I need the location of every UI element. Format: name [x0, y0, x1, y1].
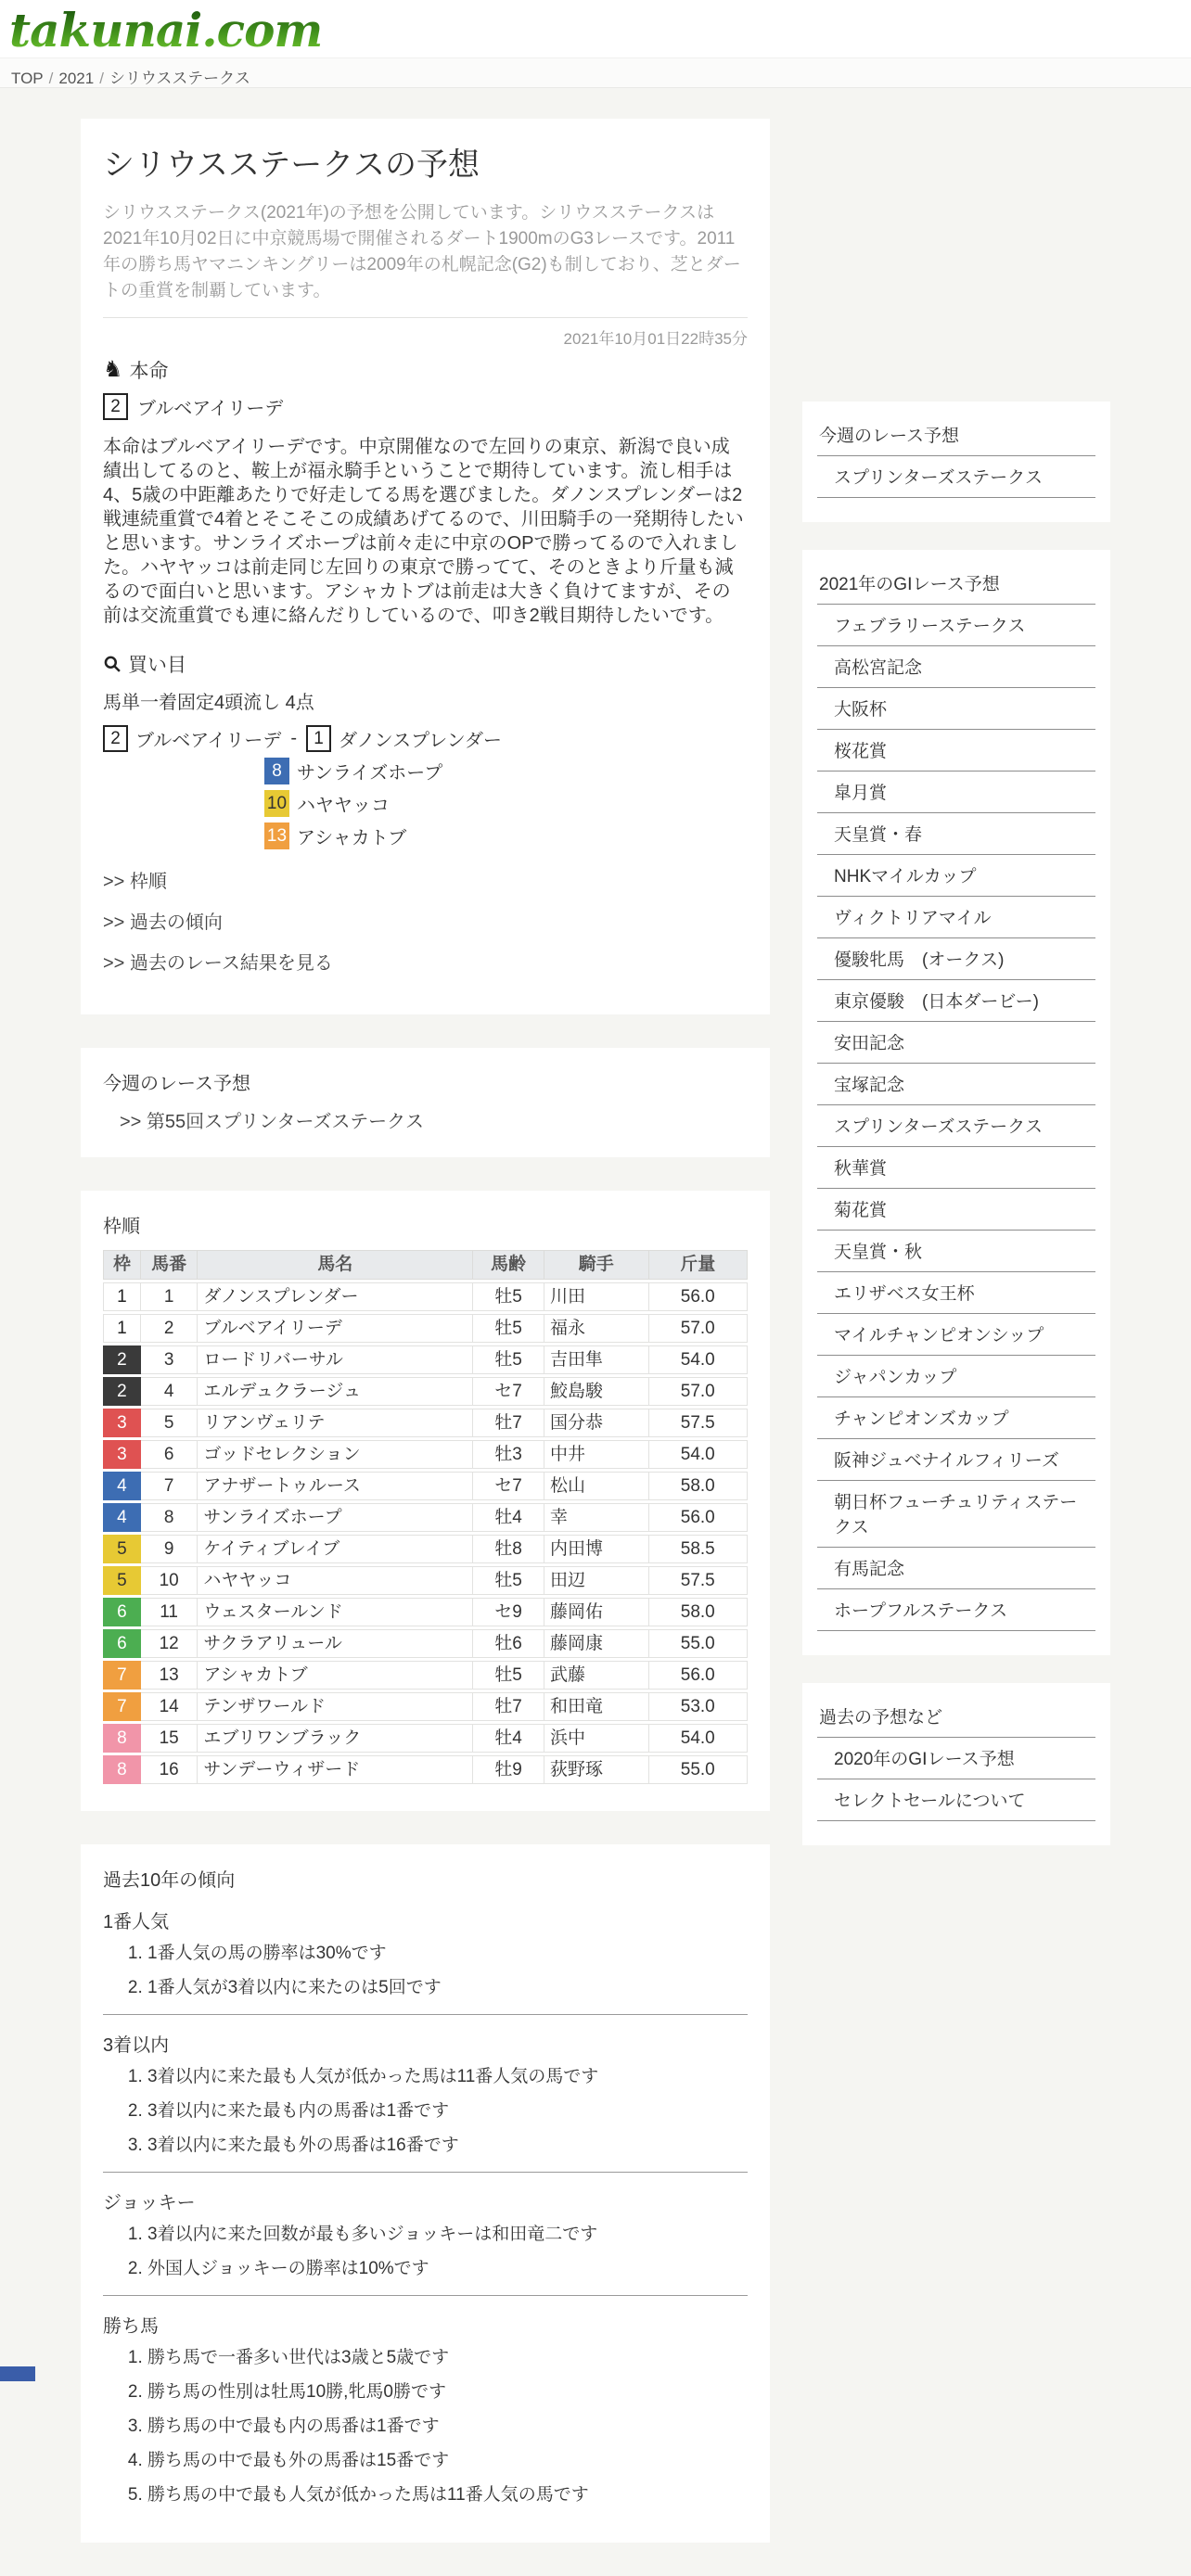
article-links [103, 866, 748, 975]
jockey-cell: 福永 [544, 1314, 649, 1343]
analysis-text: 本命はブルベアイリーデです。中京開催なので左回りの東京、新潟で良い成績出してるのと、鞍上が福永騎手ということで期待しています。流し相手は4、5歳の中距離あたりで好走してる馬を選びました。ダノンスプレンダーは2戦連続重賞で4着とそこそこの成績あげてるので、川田騎手の一発期待したいと思います。サンライズホープは前々走に中京のOPで勝ってるので入れました。ハヤヤッコは前走同じ左回りの東京で勝ってて、そのときより斤量も減るので面白いと思います。アシャカトブは前走は大きく負けてますが、その前は交流重賞でも連に絡んだりしているので、叩き2戦目期待したいです。 [103, 437, 744, 626]
horse-number-cell: 10 [141, 1566, 198, 1595]
horse-age-cell: セ7 [473, 1377, 544, 1406]
horse-age-cell: セ7 [473, 1472, 544, 1500]
sidebar-link[interactable]: 阪神ジュベナイルフィリーズ [817, 1439, 1095, 1481]
jockey-cell: 吉田隼 [544, 1345, 649, 1374]
kaime-heading-label: 買い目 [128, 655, 186, 676]
weight-cell: 54.0 [649, 1345, 748, 1374]
sidebar-link[interactable]: 朝日杯フューチュリティステークス [817, 1481, 1095, 1548]
waku-number-cell: 3 [103, 1409, 141, 1437]
article-description: シリウスステークス(2021年)の予想を公開しています。シリウスステークスは2021年10月02日に中京競馬場で開催されるダート1900mのG3レースです。2011年の勝ち馬ヤマニンキングリーは2009年の札幌記念(G2)も制しており、芝とダートの重賞を制覇しています。 [103, 203, 741, 300]
table-row [103, 1503, 748, 1532]
horse-name-cell: ブルベアイリーデ [198, 1314, 473, 1343]
breadcrumb-link[interactable]: 2021 [58, 70, 95, 87]
waku-number-cell: 1 [103, 1314, 141, 1343]
horse-number-cell: 13 [141, 1661, 198, 1690]
weight-cell: 54.0 [649, 1440, 748, 1469]
table-row [103, 1692, 748, 1721]
site-header [0, 0, 1191, 57]
weight-cell: 57.5 [649, 1566, 748, 1595]
breadcrumb [0, 57, 1191, 88]
jockey-cell: 松山 [544, 1472, 649, 1500]
article-link[interactable]: >> 過去のレース結果を見る [103, 953, 333, 974]
horse-age-cell: 牡5 [473, 1661, 544, 1690]
wakujun-card [81, 1191, 770, 1811]
horse-number-cell: 4 [141, 1377, 198, 1406]
sidebar-link[interactable]: 有馬記念 [817, 1548, 1095, 1589]
sidebar-link[interactable]: 桜花賞 [817, 730, 1095, 772]
waku-number-cell: 2 [103, 1377, 141, 1406]
column-header: 枠 [103, 1250, 141, 1280]
jockey-cell: 幸 [544, 1503, 649, 1532]
sidebar-link[interactable]: フェブラリーステークス [817, 605, 1095, 646]
trend-section-title: ジョッキー [103, 2193, 196, 2213]
horse-name-cell: サクラアリュール [198, 1629, 473, 1658]
horse-name-cell: リアンヴェリテ [198, 1409, 473, 1437]
horse-age-cell: セ9 [473, 1598, 544, 1626]
jockey-cell: 川田 [544, 1282, 649, 1311]
sidebar-box [802, 1683, 1110, 1845]
bet-row [264, 823, 748, 849]
weight-cell: 57.0 [649, 1377, 748, 1406]
bet-target-badge: 13 [264, 823, 289, 849]
trend-item: 1. 勝ち馬で一番多い世代は3歳と5歳です [147, 2347, 748, 2369]
table-row [103, 1566, 748, 1595]
publish-date: 2021年10月01日22時35分 [563, 330, 748, 348]
trend-item: 3. 3着以内に来た最も外の馬番は16番です [147, 2135, 748, 2157]
bet-axis-badge: 2 [103, 725, 128, 752]
page-layout [0, 88, 1191, 2576]
waku-number-cell: 6 [103, 1629, 141, 1658]
horse-name-cell: アナザートゥルース [198, 1472, 473, 1500]
horse-number-cell: 11 [141, 1598, 198, 1626]
waku-number-cell: 4 [103, 1503, 141, 1532]
wakujun-heading: 枠順 [103, 1217, 140, 1237]
sidebar-link[interactable]: マイルチャンピオンシップ [817, 1314, 1095, 1356]
horse-name-cell: ハヤヤッコ [198, 1566, 473, 1595]
horse-name-cell: テンザワールド [198, 1692, 473, 1721]
jockey-cell: 鮫島駿 [544, 1377, 649, 1406]
sidebar-link[interactable]: NHKマイルカップ [817, 855, 1095, 897]
sidebar-link[interactable]: ホープフルステークス [817, 1589, 1095, 1631]
trend-section-title: 3着以内 [103, 2035, 170, 2056]
bet-axis-name: ブルベアイリーデ [135, 731, 282, 751]
column-header: 馬番 [141, 1250, 198, 1280]
horse-head-icon: ♞ [103, 357, 123, 382]
horse-age-cell: 牡4 [473, 1724, 544, 1753]
sidebar-link[interactable]: スプリンターズステークス [817, 456, 1095, 498]
horse-name-cell: ケイティブレイブ [198, 1535, 473, 1563]
trend-sections [103, 1906, 748, 2506]
horse-age-cell: 牡5 [473, 1345, 544, 1374]
site-logo[interactable]: takunai.com [9, 4, 331, 57]
table-row [103, 1472, 748, 1500]
jockey-cell: 荻野琢 [544, 1755, 649, 1784]
sidebar-link[interactable]: セレクトセールについて [817, 1779, 1095, 1821]
trends-card [81, 1844, 770, 2543]
trend-divider [103, 2014, 748, 2015]
sidebar-link[interactable]: 大阪杯 [817, 688, 1095, 730]
weight-cell: 58.5 [649, 1535, 748, 1563]
horse-age-cell: 牡6 [473, 1629, 544, 1658]
bet-separator: - [290, 728, 298, 748]
breadcrumb-separator: / [99, 70, 104, 87]
sidebar-link[interactable]: 秋華賞 [817, 1147, 1095, 1189]
horse-name-cell: ウェスタールンド [198, 1598, 473, 1626]
sidebar-link[interactable]: 高松宮記念 [817, 646, 1095, 688]
breadcrumb-separator: / [48, 70, 54, 87]
trend-item: 4. 勝ち馬の中で最も外の馬番は15番です [147, 2450, 748, 2472]
honmei-horse-name: ブルベアイリーデ [137, 399, 284, 419]
weight-cell: 56.0 [649, 1503, 748, 1532]
weight-cell: 56.0 [649, 1282, 748, 1311]
horse-age-cell: 牡8 [473, 1535, 544, 1563]
jockey-cell: 内田博 [544, 1535, 649, 1563]
horse-number-cell: 1 [141, 1282, 198, 1311]
horse-name-cell: ゴッドセレクション [198, 1440, 473, 1469]
sidebar-link[interactable]: 皐月賞 [817, 772, 1095, 813]
this-week-heading: 今週のレース予想 [103, 1074, 250, 1094]
jockey-cell: 和田竜 [544, 1692, 649, 1721]
trends-heading: 過去10年の傾向 [103, 1870, 236, 1891]
trend-item: 2. 1番人気が3着以内に来たのは5回です [147, 1977, 748, 1999]
sidebar-link[interactable]: 東京優駿 (日本ダービー) [817, 980, 1095, 1022]
bet-row [264, 758, 748, 784]
honmei-heading-label: 本命 [129, 361, 169, 382]
divider [103, 317, 748, 318]
jockey-cell: 藤岡康 [544, 1629, 649, 1658]
horse-name-cell: サンライズホープ [198, 1503, 473, 1532]
horse-age-cell: 牡3 [473, 1440, 544, 1469]
weight-cell: 54.0 [649, 1724, 748, 1753]
sidebar-link[interactable]: 2020年のGⅠレース予想 [817, 1738, 1095, 1779]
weight-cell: 57.0 [649, 1314, 748, 1343]
waku-number-cell: 5 [103, 1566, 141, 1595]
trend-item: 5. 勝ち馬の中で最も人気が低かった馬は11番人気の馬です [147, 2484, 748, 2506]
horse-name-cell: アシャカトブ [198, 1661, 473, 1690]
bet-target-name: サンライズホープ [297, 763, 443, 784]
sidebar-link[interactable]: 宝塚記念 [817, 1064, 1095, 1105]
sidebar-link[interactable]: ジャパンカップ [817, 1356, 1095, 1397]
waku-number-cell: 3 [103, 1440, 141, 1469]
honmei-row [103, 393, 748, 420]
horse-name-cell: エルデュクラージュ [198, 1377, 473, 1406]
kaime-heading [103, 650, 748, 678]
trend-list [103, 2224, 748, 2280]
waku-number-cell: 7 [103, 1692, 141, 1721]
jockey-cell: 中井 [544, 1440, 649, 1469]
horse-number-cell: 2 [141, 1314, 198, 1343]
bet-row [264, 790, 748, 817]
table-row [103, 1345, 748, 1374]
table-row [103, 1661, 748, 1690]
horse-age-cell: 牡9 [473, 1755, 544, 1784]
table-row [103, 1409, 748, 1437]
table-row [103, 1282, 748, 1311]
horse-number-cell: 14 [141, 1692, 198, 1721]
table-row [103, 1314, 748, 1343]
jockey-cell: 武藤 [544, 1661, 649, 1690]
weight-cell: 58.0 [649, 1598, 748, 1626]
bet-combinations [103, 725, 748, 849]
horse-name-cell: ダノンスプレンダー [198, 1282, 473, 1311]
sidebar-box-heading: 過去の予想など [817, 1698, 1095, 1738]
table-row [103, 1629, 748, 1658]
bet-target-name: ハヤヤッコ [297, 796, 390, 816]
weight-cell: 53.0 [649, 1692, 748, 1721]
jockey-cell: 田辺 [544, 1566, 649, 1595]
table-header-row [103, 1250, 748, 1280]
column-header: 馬齢 [473, 1250, 544, 1280]
jockey-cell: 国分恭 [544, 1409, 649, 1437]
bet-target-name: ダノンスプレンダー [339, 731, 502, 751]
sidebar [802, 402, 1110, 1873]
waku-number-cell: 2 [103, 1345, 141, 1374]
table-row [103, 1377, 748, 1406]
horse-age-cell: 牡4 [473, 1503, 544, 1532]
jockey-cell: 浜中 [544, 1724, 649, 1753]
sidebar-link[interactable]: チャンピオンズカップ [817, 1397, 1095, 1439]
weight-cell: 58.0 [649, 1472, 748, 1500]
wakujun-table [103, 1247, 748, 1787]
sidebar-link[interactable]: ヴィクトリアマイル [817, 897, 1095, 938]
sidebar-link[interactable]: 安田記念 [817, 1022, 1095, 1064]
horse-name-cell: ロードリバーサル [198, 1345, 473, 1374]
trend-list [103, 2347, 748, 2506]
horse-age-cell: 牡5 [473, 1314, 544, 1343]
horse-name-cell: エブリワンブラック [198, 1724, 473, 1753]
bet-target-badge: 1 [306, 725, 331, 752]
bet-type: 馬単一着固定4頭流し 4点 [103, 693, 314, 713]
breadcrumb-link[interactable]: TOP [11, 70, 44, 87]
column-header: 馬名 [198, 1250, 473, 1280]
trend-divider [103, 2172, 748, 2173]
trend-item: 1. 3着以内に来た最も人気が低かった馬は11番人気の馬です [147, 2066, 748, 2088]
jockey-cell: 藤岡佑 [544, 1598, 649, 1626]
sidebar-box [802, 402, 1110, 522]
trend-section-title: 1番人気 [103, 1912, 170, 1932]
article-link[interactable]: >> 枠順 [103, 872, 167, 892]
waku-number-cell: 8 [103, 1755, 141, 1784]
bet-target-name: アシャカトブ [297, 828, 407, 848]
sidebar-link[interactable]: 天皇賞・秋 [817, 1231, 1095, 1272]
breadcrumb-current: シリウスステークス [109, 70, 250, 87]
waku-number-cell: 8 [103, 1724, 141, 1753]
table-row [103, 1598, 748, 1626]
weight-cell: 55.0 [649, 1755, 748, 1784]
trend-item: 2. 3着以内に来た最も内の馬番は1番です [147, 2100, 748, 2123]
sidebar-box [802, 550, 1110, 1655]
horse-number-cell: 15 [141, 1724, 198, 1753]
bet-row [103, 725, 748, 752]
waku-number-cell: 7 [103, 1661, 141, 1690]
horse-number-cell: 3 [141, 1345, 198, 1374]
page-title: シリウスステークスの予想 [103, 147, 480, 183]
sidebar-link[interactable]: スプリンターズステークス [817, 1105, 1095, 1147]
horse-number-cell: 5 [141, 1409, 198, 1437]
horse-name-cell: サンデーウィザード [198, 1755, 473, 1784]
horse-number-cell: 16 [141, 1755, 198, 1784]
trend-section-title: 勝ち馬 [103, 2316, 159, 2337]
table-row [103, 1724, 748, 1753]
waku-number-cell: 5 [103, 1535, 141, 1563]
trend-divider [103, 2295, 748, 2296]
sidebar-link[interactable]: 優駿牝馬 (オークス) [817, 938, 1095, 980]
bet-target-badge: 10 [264, 790, 289, 817]
horse-number-cell: 12 [141, 1629, 198, 1658]
column-header: 斤量 [649, 1250, 748, 1280]
trend-item: 1. 1番人気の馬の勝率は30%です [147, 1943, 748, 1965]
trend-item: 2. 外国人ジョッキーの勝率は10%です [147, 2258, 748, 2280]
honmei-heading [103, 356, 748, 384]
horse-number-cell: 9 [141, 1535, 198, 1563]
trend-item: 2. 勝ち馬の性別は牡馬10勝,牝馬0勝です [147, 2381, 748, 2404]
trend-list [103, 2066, 748, 2157]
trend-item: 1. 3着以内に来た回数が最も多いジョッキーは和田竜二です [147, 2224, 748, 2246]
waku-number-cell: 1 [103, 1282, 141, 1311]
article-card [81, 119, 770, 1014]
horse-number-cell: 6 [141, 1440, 198, 1469]
sidebar-box-heading: 今週のレース予想 [817, 416, 1095, 456]
table-row [103, 1535, 748, 1563]
table-row [103, 1440, 748, 1469]
horse-number-cell: 7 [141, 1472, 198, 1500]
honmei-number-badge: 2 [103, 393, 128, 420]
horse-age-cell: 牡5 [473, 1282, 544, 1311]
column-header: 騎手 [544, 1250, 649, 1280]
main-column [81, 119, 770, 2576]
this-week-card [81, 1048, 770, 1157]
waku-number-cell: 6 [103, 1598, 141, 1626]
weight-cell: 56.0 [649, 1661, 748, 1690]
sidebar-link[interactable]: エリザベス女王杯 [817, 1272, 1095, 1314]
table-row [103, 1755, 748, 1784]
weight-cell: 57.5 [649, 1409, 748, 1437]
footer-edge [0, 2366, 35, 2381]
waku-number-cell: 4 [103, 1472, 141, 1500]
sidebar-box-heading: 2021年のGⅠレース予想 [817, 565, 1095, 605]
article-link[interactable]: >> 過去の傾向 [103, 912, 223, 933]
sidebar-link[interactable]: 菊花賞 [817, 1189, 1095, 1231]
horse-age-cell: 牡7 [473, 1692, 544, 1721]
this-week-race-link[interactable]: >> 第55回スプリンターズステークス [120, 1112, 424, 1132]
trend-list [103, 1943, 748, 1999]
horse-age-cell: 牡5 [473, 1566, 544, 1595]
sidebar-link[interactable]: 天皇賞・春 [817, 813, 1095, 855]
magnifier-icon [103, 655, 122, 673]
horse-age-cell: 牡7 [473, 1409, 544, 1437]
bet-target-badge: 8 [264, 758, 289, 784]
horse-number-cell: 8 [141, 1503, 198, 1532]
trend-item: 3. 勝ち馬の中で最も内の馬番は1番です [147, 2416, 748, 2438]
weight-cell: 55.0 [649, 1629, 748, 1658]
